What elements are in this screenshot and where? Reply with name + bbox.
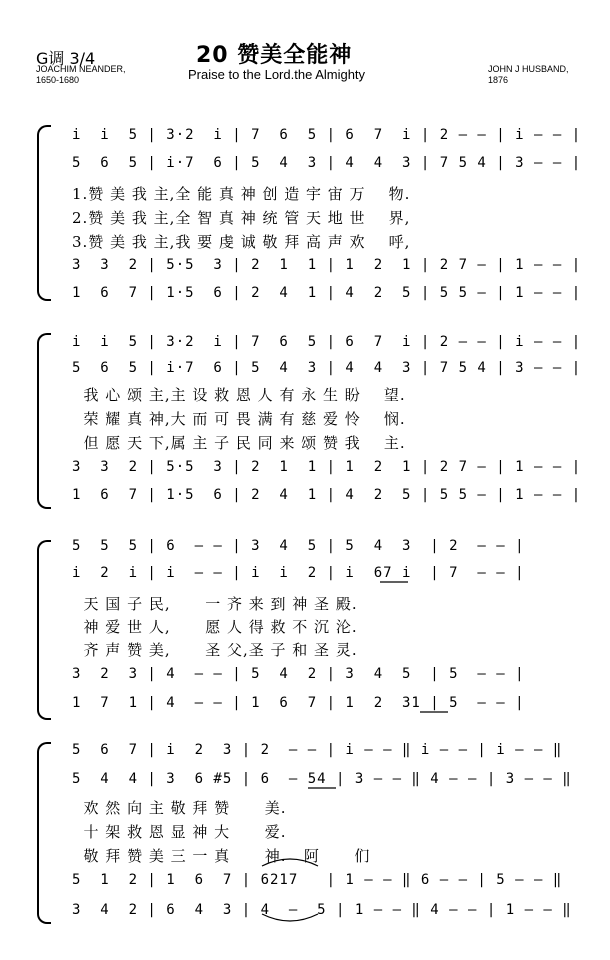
composer-years: 1876 (488, 75, 509, 85)
system-4-bass: 3 4 2 | 6 4 3 | 4 — 5 | 1 — — ‖ 4 — — | 1 — — ‖ (72, 902, 572, 918)
system-4-lyric-verse-2: 十 架 救 恩 显 神 大 爱. (72, 822, 287, 841)
system-4-lyric-verse-3: 敬 拜 赞 美 三 一 真 神. 阿 们 (72, 846, 371, 865)
system-2-tenor: 3 3 2 | 5·5 3 | 2 1 1 | 1 2 1 | 2 7 — | 1 — — | (72, 459, 582, 475)
system-1-lyric-verse-3: 3.赞 美 我 主,我 要 虔 诚 敬 拜 高 声 欢 呼, (72, 232, 411, 251)
system-1-soprano: i i 5 | 3·2 i | 7 6 5 | 6 7 i | 2 — — | i — — | (72, 127, 582, 143)
slur-mark (262, 859, 318, 866)
system-1-tenor: 3 3 2 | 5·5 3 | 2 1 1 | 1 2 1 | 2 7 — | 1 — — | (72, 257, 582, 273)
system-3-soprano: 5 5 5 | 6 — — | 3 4 5 | 5 4 3 | 2 — — | (72, 538, 525, 554)
system-2-soprano: i i 5 | 3·2 i | 7 6 5 | 6 7 i | 2 — — | i — — | (72, 334, 582, 350)
hymn-title: 20 赞美全能神 (196, 43, 353, 68)
composer-name: JOHN J HUSBAND, (488, 64, 569, 74)
system-4-tenor: 5 1 2 | 1 6 7 | 6217 | 1 — — ‖ 6 — — | 5 — — ‖ (72, 872, 563, 888)
key-signature: G调 3/4 (36, 49, 96, 68)
system-4-lyric-verse-1: 欢 然 向 主 敬 拜 赞 美. (72, 798, 287, 817)
system-2-lyric-verse-1: 我 心 颂 主,主 设 救 恩 人 有 永 生 盼 望. (72, 385, 406, 404)
system-1-lyric-verse-2: 2.赞 美 我 主,全 智 真 神 统 管 天 地 世 界, (72, 208, 411, 227)
system-1-bass: 1 6 7 | 1·5 6 | 2 4 1 | 4 2 5 | 5 5 — | 1 — — | (72, 285, 582, 301)
system-3-alto: i 2 i | i — — | i i 2 | i 67 i | 7 — — | (72, 565, 525, 581)
system-2-lyric-verse-3: 但 愿 天 下,属 主 子 民 同 来 颂 赞 我 主. (72, 433, 406, 452)
system-1-lyric-verse-1: 1.赞 美 我 主,全 能 真 神 创 造 宇 宙 万 物. (72, 184, 411, 203)
system-3-lyric-verse-2: 神 爱 世 人, 愿 人 得 救 不 沉 沦. (72, 617, 358, 636)
system-3-bass: 1 7 1 | 4 — — | 1 6 7 | 1 2 31 | 5 — — | (72, 695, 525, 711)
system-4-alto: 5 4 4 | 3 6 #5 | 6 — 54 | 3 — — ‖ 4 — — | 3 — — ‖ (72, 771, 572, 787)
system-2-lyric-verse-2: 荣 耀 真 神,大 而 可 畏 满 有 慈 爱 怜 悯. (72, 409, 406, 428)
hymn-subtitle: Praise to the Lord.the Almighty (188, 67, 366, 82)
system-2-alto: 5 6 5 | i·7 6 | 5 4 3 | 4 4 3 | 7 5 4 | 3 — — | (72, 360, 582, 376)
lyricist-years: 1650-1680 (36, 75, 80, 85)
system-3-lyric-verse-3: 齐 声 赞 美, 圣 父,圣 子 和 圣 灵. (72, 640, 358, 659)
system-2-bass: 1 6 7 | 1·5 6 | 2 4 1 | 4 2 5 | 5 5 — | 1 — — | (72, 487, 582, 503)
system-1-alto: 5 6 5 | i·7 6 | 5 4 3 | 4 4 3 | 7 5 4 | 3 — — | (72, 155, 582, 171)
system-4-soprano: 5 6 7 | i 2 3 | 2 — — | i — — ‖ i — — | i — — ‖ (72, 742, 563, 758)
slur-mark (262, 914, 318, 921)
system-3-lyric-verse-1: 天 国 子 民, 一 齐 来 到 神 圣 殿. (72, 594, 358, 613)
system-3-tenor: 3 2 3 | 4 — — | 5 4 2 | 3 4 5 | 5 — — | (72, 666, 525, 682)
lyricist-name: JOACHIM NEANDER, (36, 64, 126, 74)
